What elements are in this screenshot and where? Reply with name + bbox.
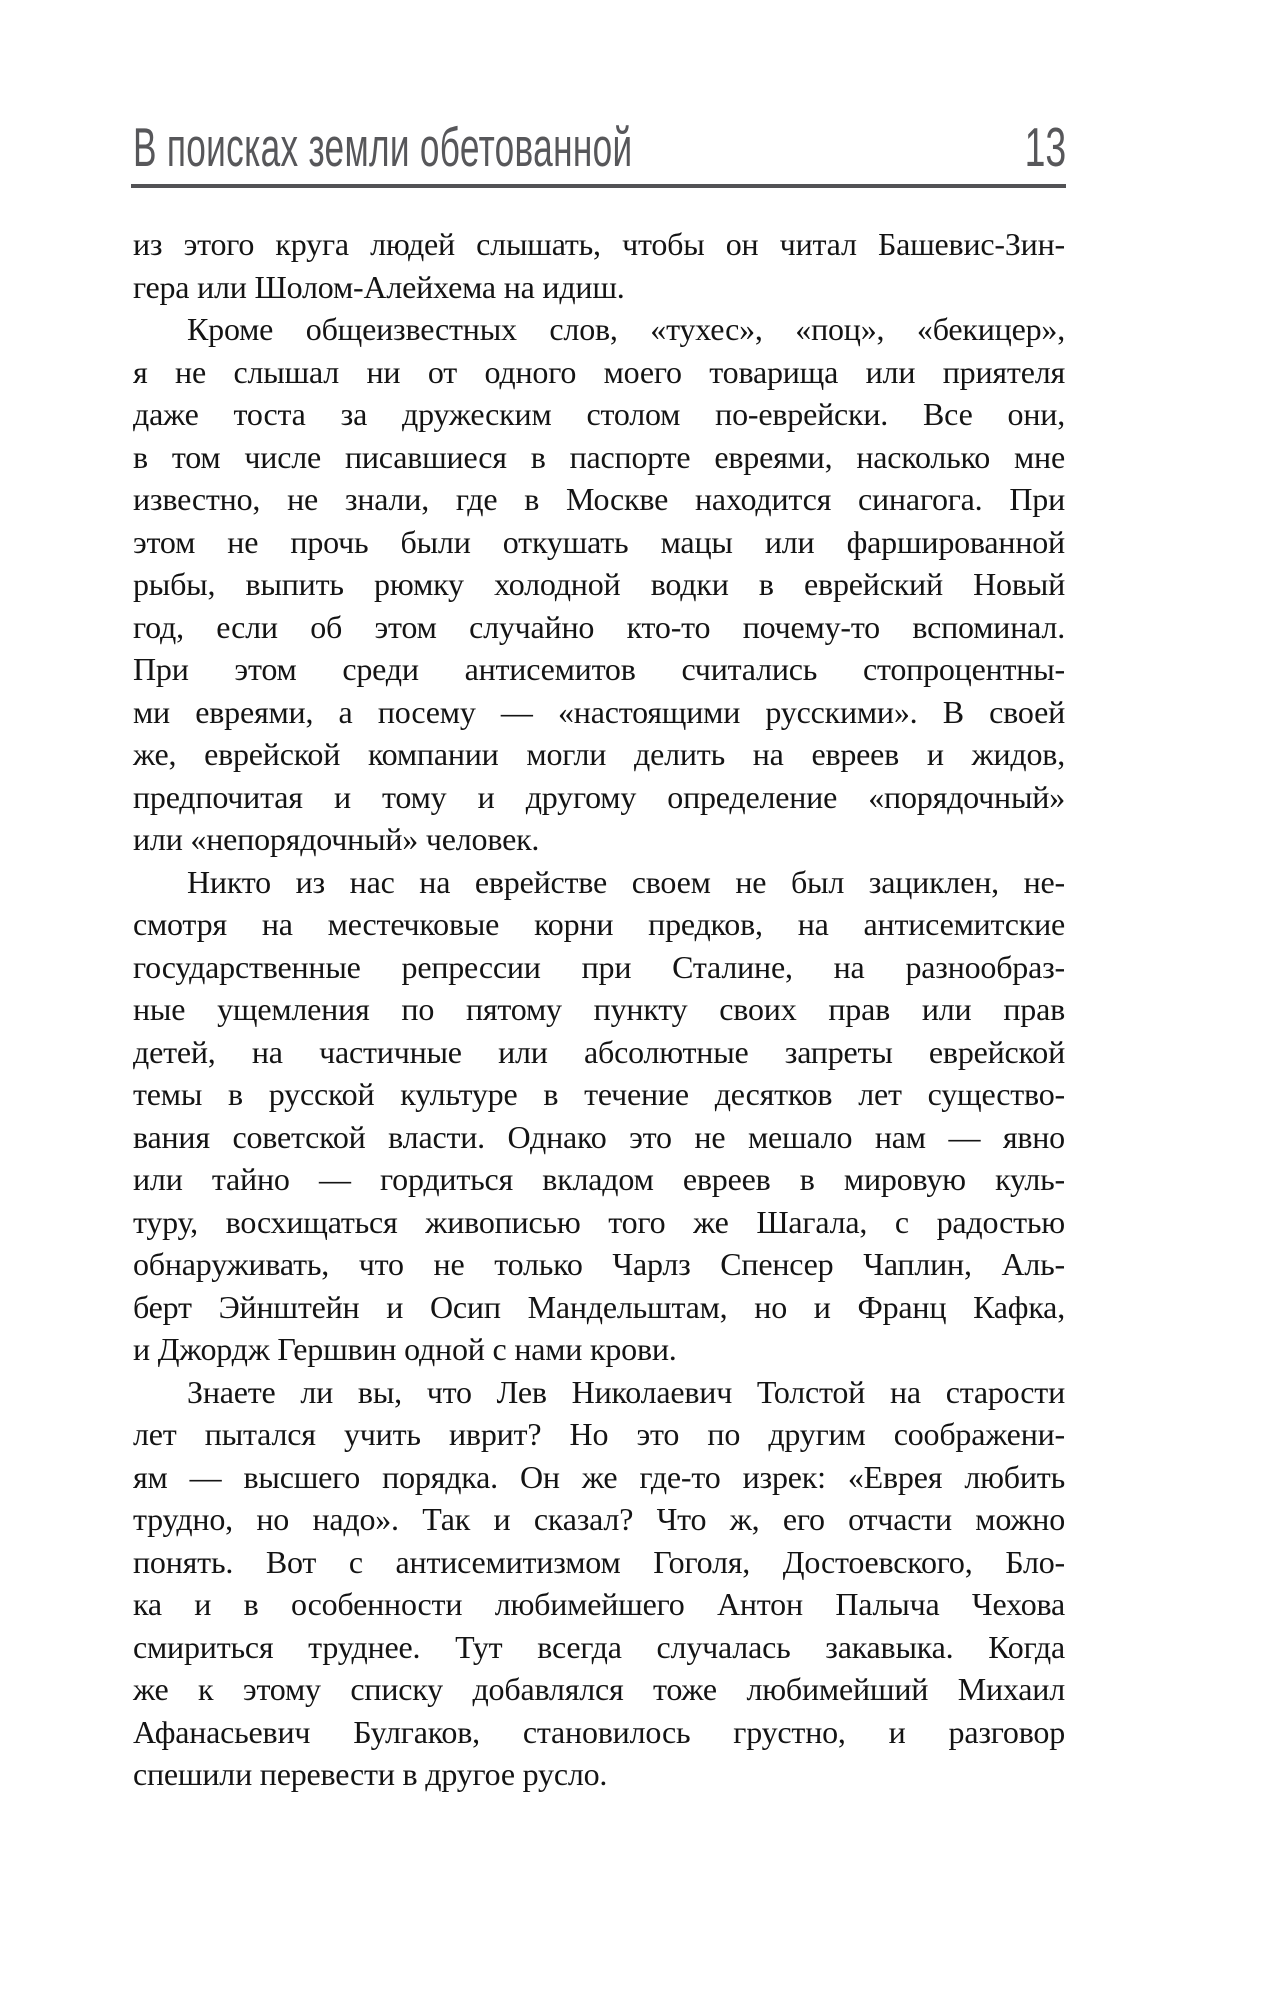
text-line: государственные репрессии при Сталине, на разнообраз-: [133, 948, 1065, 985]
text-line: и Джордж Гершвин одной с нами крови.: [133, 1331, 677, 1367]
header-rule: [131, 184, 1066, 188]
text-line: известно, не знали, где в Москве находится синагога. При: [133, 481, 1065, 517]
text-line: гера или Шолом-Алейхема на идиш.: [133, 268, 625, 305]
text-line: Знаете ли вы, что Лев Николаевич Толстой на старости: [187, 1373, 1065, 1410]
body-text: [133, 223, 1065, 1796]
text-line: обнаруживать, что не только Чарлз Спенсер Чаплин, Аль-: [133, 1246, 1065, 1282]
text-line: я не слышал ни от одного моего товарища или приятеля: [133, 353, 1065, 390]
running-title: В поисках земли обетованной: [133, 116, 633, 178]
page-number: 13: [1024, 116, 1066, 178]
text-line: год, если об этом случайно кто-то почему-то вспоминал.: [133, 608, 1065, 645]
text-line: понять. Вот с антисемитизмом Гоголя, Достоевского, Бло-: [133, 1543, 1065, 1580]
text-line: предпочитая и тому и другому определение «порядочный»: [133, 778, 1065, 815]
text-line: спешили перевести в другое русло.: [133, 1756, 608, 1792]
page-header: [133, 116, 1066, 180]
text-line: вания советской власти. Однако это не мешало нам — явно: [133, 1118, 1065, 1155]
text-line: из этого круга людей слышать, чтобы он читал Башевис-Зин-: [133, 226, 1065, 262]
text-line: лет пытался учить иврит? Но это по другим соображени-: [133, 1416, 1065, 1452]
text-line: Кроме общеизвестных слов, «тухес», «поц», «бекицер»,: [187, 311, 1065, 347]
text-line: или «непорядочный» человек.: [133, 821, 540, 857]
text-line: же, еврейской компании могли делить на евреев и жидов,: [133, 736, 1065, 772]
text-line: смириться труднее. Тут всегда случалась закавыка. Когда: [133, 1628, 1065, 1665]
text-line: темы в русской культуре в течение десятков лет существо-: [133, 1076, 1065, 1112]
text-line: ям — высшего порядка. Он же где-то изрек: «Еврея любить: [133, 1458, 1065, 1495]
text-line: Афанасьевич Булгаков, становилось грустно, и разговор: [133, 1713, 1065, 1750]
text-line: смотря на местечковые корни предков, на антисемитские: [133, 906, 1065, 942]
text-line: Никто из нас на еврействе своем не был зациклен, не-: [187, 863, 1065, 900]
text-line: берт Эйнштейн и Осип Мандельштам, но и Франц Кафка,: [133, 1288, 1065, 1325]
text-line: даже тоста за дружеским столом по-еврейски. Все они,: [133, 396, 1065, 432]
text-line: или тайно — гордиться вкладом евреев в мировую куль-: [133, 1161, 1065, 1197]
text-line: туру, восхищаться живописью того же Шагала, с радостью: [133, 1203, 1065, 1240]
text-line: же к этому списку добавлялся тоже любимейший Михаил: [133, 1671, 1065, 1707]
text-line: При этом среди антисемитов считались стопроцентны-: [133, 651, 1065, 687]
text-line: ные ущемления по пятому пункту своих прав или прав: [133, 991, 1065, 1027]
text-line: детей, на частичные или абсолютные запреты еврейской: [133, 1033, 1065, 1070]
text-line: рыбы, выпить рюмку холодной водки в еврейский Новый: [133, 566, 1065, 602]
text-line: ми евреями, а посему — «настоящими русскими». В своей: [133, 693, 1065, 730]
text-line: в том числе писавшиеся в паспорте евреями, насколько мне: [133, 438, 1065, 475]
text-line: ка и в особенности любимейшего Антон Палыча Чехова: [133, 1586, 1065, 1622]
text-line: трудно, но надо». Так и сказал? Что ж, его отчасти можно: [133, 1501, 1065, 1537]
text-line: этом не прочь были откушать мацы или фаршированной: [133, 523, 1065, 560]
